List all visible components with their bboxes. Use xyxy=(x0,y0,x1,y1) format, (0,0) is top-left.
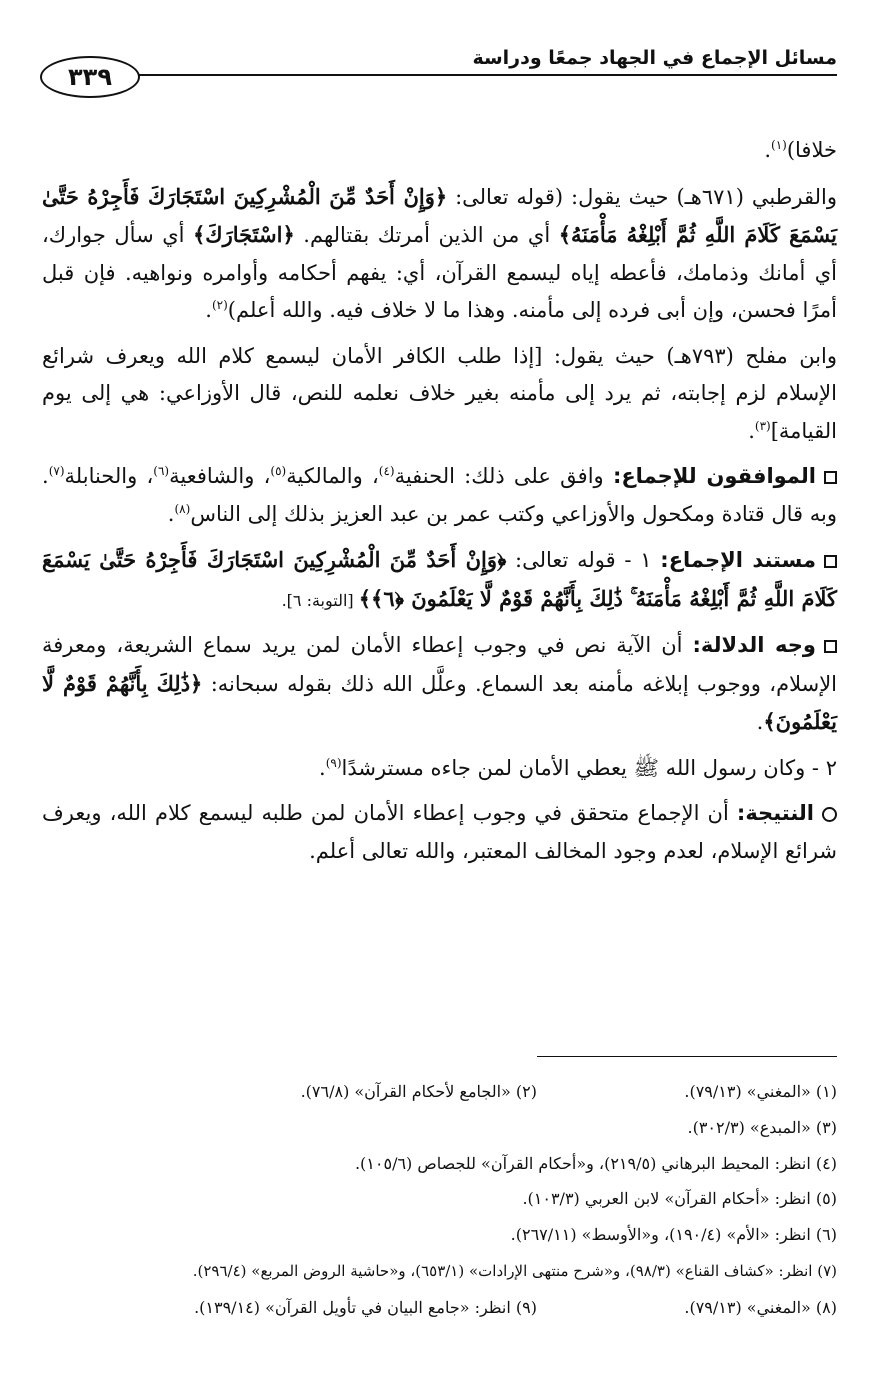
footnote-ref: (٦) xyxy=(153,464,170,478)
text-span: . xyxy=(748,418,755,443)
paragraph-1 xyxy=(42,132,837,170)
text-span: ، والحنابلة xyxy=(64,464,154,488)
running-title: مسائل الإجماع في الجهاد جمعًا ودراسة xyxy=(472,47,837,69)
page-header xyxy=(40,44,837,104)
footnote-7: (٧) انظر: «كشاف القناع» (٩٨/٣)، و«شرح منتهى الإرادات» (٦٥٣/١)، و«حاشية الروض المربع» (٢٩٦/٤). xyxy=(192,1261,837,1280)
page-number: ٣٣٩ xyxy=(68,63,112,91)
text-span: أن الإجماع متحقق في وجوب إعطاء الأمان لمن طلبه ليسمع كلام الله، ويعرف شرائع الإسلام، لعدم وجود المخالف المعتبر، والله تعالى أعلم. xyxy=(42,801,837,863)
paragraph-qurtubi xyxy=(42,178,837,330)
text-span: . xyxy=(167,501,175,526)
text-span: . وبه قال قتادة ومكحول والأوزاعي وكتب عمر بن عبد العزيز بذلك إلى الناس xyxy=(42,464,837,526)
header-rule xyxy=(80,74,837,76)
paragraph-agreeing xyxy=(42,458,837,533)
footnote-6: (٦) انظر: «الأم» (١٩٠/٤)، و«الأوسط» (٢٦٧/١١). xyxy=(510,1225,837,1245)
footnote-row xyxy=(42,1074,837,1110)
footnote-row xyxy=(42,1181,837,1217)
footnote-ref: (٩) xyxy=(325,755,342,770)
quran-verse: ﴿وَإِنْ أَحَدٌ مِّنَ الْمُشْرِكِينَ اسْتَجَارَكَ فَأَجِرْهُ حَتَّىٰ يَسْمَعَ كَلَامَ اللَّهِ ثُمَّ أَبْلِغْهُ مَأْمَنَهُ﴾ xyxy=(42,183,838,247)
footnote-separator xyxy=(537,1056,837,1057)
footnote-row xyxy=(42,1290,837,1326)
footnote-ref: (٢) xyxy=(211,298,228,312)
square-bullet-icon xyxy=(824,555,837,568)
footnote-row xyxy=(42,1146,837,1182)
text-span: أن الآية نص في وجوب إعطاء الأمان لمن يريد سماع الشريعة، ومعرفة الإسلام، ووجوب إبلاغه مأمنه بعد السماع. وعلَّل الله ذلك بقوله سبحانه: xyxy=(42,633,838,696)
section-lead: مستند الإجماع: xyxy=(660,548,816,572)
paragraph-basis xyxy=(42,541,837,619)
footnotes xyxy=(42,1074,837,1326)
text-span: خلافا) xyxy=(786,138,837,162)
paragraph-result xyxy=(42,795,837,870)
text-span: . xyxy=(319,755,326,780)
footnote-ref: (٣) xyxy=(754,418,771,433)
text-span: ٢ - وكان رسول الله ﷺ يعطي الأمان لمن جاءه مسترشدًا xyxy=(341,755,837,780)
page-number-oval xyxy=(40,56,140,98)
footnote-ref: (١) xyxy=(771,138,787,152)
text-span: وافق على ذلك: الحنفية xyxy=(394,464,613,488)
footnote-ref: (٤) xyxy=(378,464,395,478)
footnote-ref: (٨) xyxy=(174,501,191,516)
footnote-row xyxy=(42,1217,837,1253)
footnote-ref: (٥) xyxy=(270,464,287,478)
text-span: أي من الذين أمرتك بقتالهم. xyxy=(294,223,559,247)
text-span: ١ - قوله تعالى: xyxy=(506,548,661,572)
verse-reference: [التوبة: ٦]. xyxy=(281,590,359,610)
square-bullet-icon xyxy=(824,640,837,653)
text-span: . xyxy=(205,298,212,322)
section-lead: وجه الدلالة: xyxy=(692,633,816,657)
footnote-9: (٩) انظر: «جامع البيان في تأويل القرآن» (١٣٩/١٤). xyxy=(194,1297,537,1317)
paragraph-ibn-muflih xyxy=(42,338,837,451)
quran-verse: ﴿ذَٰلِكَ بِأَنَّهُمْ قَوْمٌ لَّا يَعْلَمُونَ﴾ xyxy=(42,670,837,734)
footnote-4: (٤) انظر: المحيط البرهاني (٢١٩/٥)، و«أحكام القرآن» للجصاص (١٠٥/٦). xyxy=(354,1153,837,1173)
paragraph-hadith xyxy=(42,750,837,788)
text-span: أي سأل جوارك، أي أمانك وذمامك، فأعطه إياه ليسمع القرآن، أي: يفهم أحكامه وأوامره ونواهيه. فإن قبل أمرًا فحسن، وإن أبى فرده إلى مأمنه. وهذا ما لا خلاف فيه. والله أعلم) xyxy=(42,223,837,322)
text-span: وابن مفلح (٧٩٣هـ) حيث يقول: [إذا طلب الكافر الأمان ليسمع كلام الله ويعرف شرائع الإسلام لزم إجابته، ثم يرد إلى مأمنه بغير خلاف نعلمه للنص، قال الأوزاعي: هي إلى يوم القيامة] xyxy=(42,343,837,443)
text-span: . xyxy=(756,710,764,734)
main-text xyxy=(42,132,837,878)
circle-bullet-icon xyxy=(822,807,837,822)
footnote-5: (٥) انظر: «أحكام القرآن» لابن العربي (١٠٣/٣). xyxy=(522,1189,837,1209)
text-span: ، والمالكية xyxy=(286,464,379,488)
footnote-row xyxy=(42,1253,837,1290)
text-span: . xyxy=(764,138,772,162)
text-span: ، والشافعية xyxy=(169,464,271,488)
footnote-2: (٢) «الجامع لأحكام القرآن» (٧٦/٨). xyxy=(300,1082,537,1101)
section-lead: الموافقون للإجماع: xyxy=(612,464,816,488)
footnote-3: (٣) «المبدع» (٣٠٢/٣). xyxy=(687,1117,837,1137)
paragraph-evidence xyxy=(42,627,837,742)
text-span: والقرطبي (٦٧١هـ) حيث يقول: (قوله تعالى: xyxy=(447,184,837,209)
footnote-ref: (٧) xyxy=(48,464,65,478)
footnote-row xyxy=(42,1110,837,1146)
footnote-8: (٨) «المغني» (٧٩/١٣). xyxy=(684,1297,837,1317)
square-bullet-icon xyxy=(824,471,837,484)
section-lead: النتيجة: xyxy=(736,801,814,825)
quran-word: ﴿اسْتَجَارَكَ﴾ xyxy=(193,222,295,247)
quran-verse: ﴿وَإِنْ أَحَدٌ مِّنَ الْمُشْرِكِينَ اسْتَجَارَكَ فَأَجِرْهُ حَتَّىٰ يَسْمَعَ كَلَامَ اللَّهِ ثُمَّ أَبْلِغْهُ مَأْمَنَهُ ۚ ذَٰلِكَ بِأَنَّهُمْ قَوْمٌ لَّا يَعْلَمُونَ ﴿٦﴾﴾ xyxy=(42,547,837,611)
footnote-1: (١) «المغني» (٧٩/١٣). xyxy=(684,1082,837,1101)
